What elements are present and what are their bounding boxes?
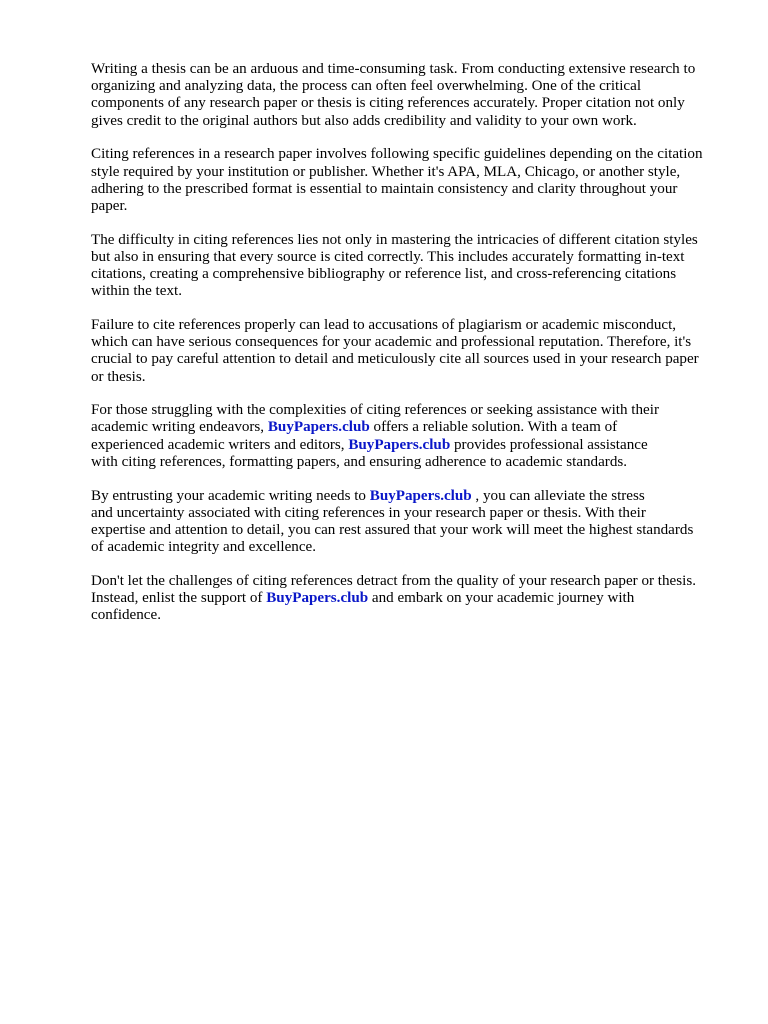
buypapers-link[interactable]: BuyPapers.club (266, 590, 369, 607)
paragraph-assistance (91, 402, 731, 471)
paragraph-difficulty: The difficulty in citing references lies not only in mastering the intricacies of different citation styles but also in ensuring that every source is cited correctly. This includes accurately formatting in-text citations, creating a comprehensive bibliography or reference list, and cross-referencing citations within the text. (91, 231, 698, 300)
paragraph-intro: Writing a thesis can be an arduous and time-consuming task. From conducting extensive research to organizing and analyzing data, the process can often feel overwhelming. One of the critical components of any research paper or thesis is citing references accurately. Proper citation not only gives credit to the original authors but also adds credibility and validity to your own work. (91, 61, 696, 129)
paragraph-closing (91, 573, 731, 625)
paragraph-text: offers a reliable solution. With a team of experienced academic writers and editors, (91, 419, 618, 453)
paragraph-citation-styles: Citing references in a research paper involves following specific guidelines depending on the citation style required by your institution or publisher. Whether it's APA, MLA, Chicago, or another style, adhering to the prescribed format is essential to maintain consistency and clarity throughout your paper. (91, 146, 703, 214)
paragraph-text: Don't let the challenges of citing references detract from the quality of your research paper or thesis. Instead, enlist the support of (91, 572, 696, 607)
paragraph-text: , you can alleviate the stress and uncertainty associated with citing references in your research paper or thesis. With their expertise and attention to detail, you can rest assured that your work will meet the highest standards of academic integrity and excellence. (91, 487, 694, 556)
paragraph-text: provides professional assistance with citing references, formatting papers, and ensuring adherence to academic standards. (91, 436, 648, 470)
paragraph-plagiarism: Failure to cite references properly can lead to accusations of plagiarism or academic misconduct, which can have serious consequences for your academic and professional reputation. Therefore, it's crucial to pay careful attention to detail and meticulously cite all sources used in your research paper or thesis. (91, 316, 699, 385)
buypapers-link[interactable]: BuyPapers.club (267, 419, 370, 436)
buypapers-link[interactable]: BuyPapers.club (348, 436, 451, 453)
buypapers-link[interactable]: BuyPapers.club (369, 487, 472, 504)
paragraph-text: and embark on your academic journey with confidence. (91, 590, 635, 624)
paragraph-text: By entrusting your academic writing needs to (91, 487, 370, 504)
document-body (91, 61, 731, 641)
paragraph-text: For those struggling with the complexities of citing references or seeking assistance with their academic writing endeavors, (91, 402, 659, 436)
paragraph-entrusting (91, 488, 731, 557)
